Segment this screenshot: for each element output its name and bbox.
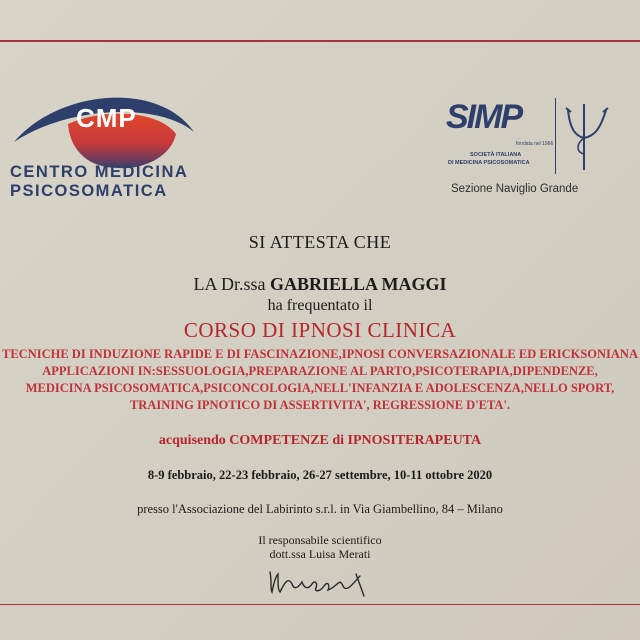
handwritten-signature xyxy=(264,562,374,598)
cmp-name-line1: CENTRO MEDICINA xyxy=(10,163,189,181)
simp-separator xyxy=(555,98,556,174)
recipient-name: GABRIELLA MAGGI xyxy=(269,274,447,294)
responsible-name: dott.ssa Luisa Merati xyxy=(269,547,371,561)
topic-line: APPLICAZIONI IN:SESSUOLOGIA,PREPARAZIONE AL PARTO,PSICOTERAPIA,DIPENDENZE, xyxy=(42,364,598,378)
simp-name-line1: SOCIETÀ ITALIANA xyxy=(470,152,522,158)
course-venue: presso l'Associazione del Labirinto s.r.l. in Via Giambellino, 84 – Milano xyxy=(137,502,503,516)
attesta-heading: SI ATTESTA CHE xyxy=(248,232,392,252)
responsible-label: Il responsabile scientifico xyxy=(258,533,382,547)
attended-text: ha frequentato il xyxy=(267,297,373,314)
recipient-title: LA Dr.ssa xyxy=(193,274,266,294)
bottom-red-rule xyxy=(0,604,640,605)
course-title: CORSO DI IPNOSI CLINICA xyxy=(183,318,457,342)
simp-founded: fondata nel 1966 xyxy=(516,141,554,147)
simp-section: Sezione Naviglio Grande xyxy=(451,183,579,195)
course-dates: 8-9 febbraio, 22-23 febbraio, 26-27 settembre, 10-11 ottobre 2020 xyxy=(147,468,493,482)
recipient-line xyxy=(0,274,640,295)
simp-name-line2: DI MEDICINA PSICOSOMATICA xyxy=(448,160,530,166)
topic-line: TECNICHE DI INDUZIONE RAPIDE E DI FASCINAZIONE,IPNOSI CONVERSAZIONALE ED ERICKSONIANA xyxy=(2,347,638,361)
topic-line: TRAINING IPNOTICO DI ASSERTIVITA', REGRESSIONE D'ETA'. xyxy=(129,398,511,412)
cmp-name-line2: PSICOSOMATICA xyxy=(10,182,168,200)
competence-line: acquisendo COMPETENZE di IPNOSITERAPEUTA xyxy=(158,433,482,448)
cmp-letters: CMP xyxy=(76,103,137,133)
psi-symbol-icon xyxy=(562,100,612,172)
simp-wordmark: SIMP xyxy=(446,98,522,136)
topic-line: MEDICINA PSICOSOMATICA,PSICONCOLOGIA,NELL'INFANZIA E ADOLESCENZA,NELLO SPORT, xyxy=(25,381,615,395)
top-red-rule xyxy=(0,40,640,42)
